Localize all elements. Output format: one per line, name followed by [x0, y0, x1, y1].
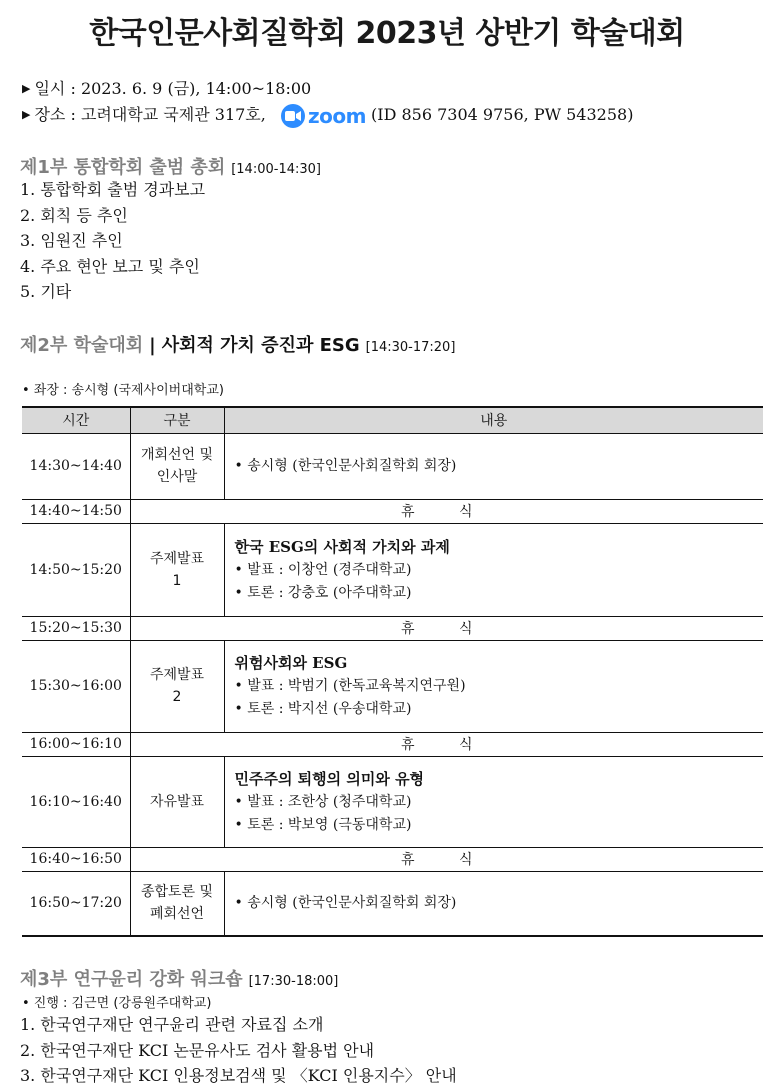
break-label: 휴 식 — [130, 616, 763, 640]
place-info: ▶ 장소 : 고려대학교 국제관 317호, zoom (ID 856 7304 9756, PW 543258) — [22, 103, 634, 128]
page-title: 한국인문사회질학회 2023년 상반기 학술대회 — [89, 16, 685, 51]
part2-heading: 제2부 학술대회 | 사회적 가치 증진과 ESG [14:30-17:20] — [20, 335, 456, 356]
part3-list — [20, 1012, 457, 1089]
table-row: 14:30~14:40 개회선언 및 인사말 • 송시형 (한국인문사회질학회 회장) — [22, 433, 763, 499]
header-content: 내용 — [224, 407, 763, 433]
header-category: 구분 — [130, 407, 224, 433]
table-header-row — [22, 407, 763, 433]
host-note: • 진행 : 김근면 (강릉원주대학교) — [22, 996, 212, 1011]
table-row: 16:40~16:50 휴 식 — [22, 847, 763, 871]
list-item: 4. 주요 현안 보고 및 추인 — [20, 256, 200, 276]
table-row: 16:50~17:20 종합토론 및 폐회선언 • 송시형 (한국인문사회질학회 회장) — [22, 871, 763, 936]
zoom-meeting-details: (ID 856 7304 9756, PW 543258) — [371, 105, 634, 124]
chair-note: • 좌장 : 송시형 (국제사이버대학교) — [22, 383, 224, 398]
zoom-camera-icon — [281, 104, 305, 128]
break-label: 휴 식 — [130, 732, 763, 756]
header-time: 시간 — [22, 407, 130, 433]
part1-list — [20, 177, 205, 305]
table-row: 16:10~16:40 자유발표 민주주의 퇴행의 의미와 유형 • 발표 : 조한상 (청주대학교) • 토론 : 박보영 (극동대학교) — [22, 756, 763, 847]
table-row: 15:30~16:00 주제발표 2 위험사회와 ESG • 발표 : 박범기 (한독교육복지연구원) • 토론 : 박지선 (우송대학교) — [22, 640, 763, 732]
triangle-right-icon: ▶ — [22, 108, 31, 121]
list-item: 5. 기타 — [20, 282, 72, 301]
list-item: 3. 한국연구재단 KCI 인용정보검색 및 〈KCI 인용지수〉 안내 — [20, 1066, 457, 1085]
list-item: 2. 한국연구재단 KCI 논문유사도 검사 활용법 안내 — [20, 1040, 375, 1060]
list-item: 1. 한국연구재단 연구윤리 관련 자료집 소개 — [20, 1015, 324, 1034]
zoom-logo: zoom — [281, 104, 366, 128]
schedule-table — [22, 406, 763, 937]
triangle-right-icon: ▶ — [22, 82, 31, 95]
date-info: ▶ 일시 : 2023. 6. 9 (금), 14:00~18:00 — [22, 79, 312, 98]
part1-heading: 제1부 통합학회 출범 총회 [14:00-14:30] — [20, 157, 321, 178]
break-label: 휴 식 — [130, 847, 763, 871]
part3-heading: 제3부 연구윤리 강화 워크숍 [17:30-18:00] — [20, 969, 339, 990]
table-row: 15:20~15:30 휴 식 — [22, 616, 763, 640]
table-row: 14:40~14:50 휴 식 — [22, 499, 763, 523]
list-item: 1. 통합학회 출범 경과보고 — [20, 180, 206, 199]
break-label: 휴 식 — [130, 499, 763, 523]
list-item: 2. 회칙 등 추인 — [20, 205, 128, 225]
list-item: 3. 임원진 추인 — [20, 231, 123, 250]
table-row: 16:00~16:10 휴 식 — [22, 732, 763, 756]
table-row: 14:50~15:20 주제발표 1 한국 ESG의 사회적 가치와 과제 • 발표 : 이창언 (경주대학교) • 토론 : 강충호 (아주대학교) — [22, 523, 763, 616]
